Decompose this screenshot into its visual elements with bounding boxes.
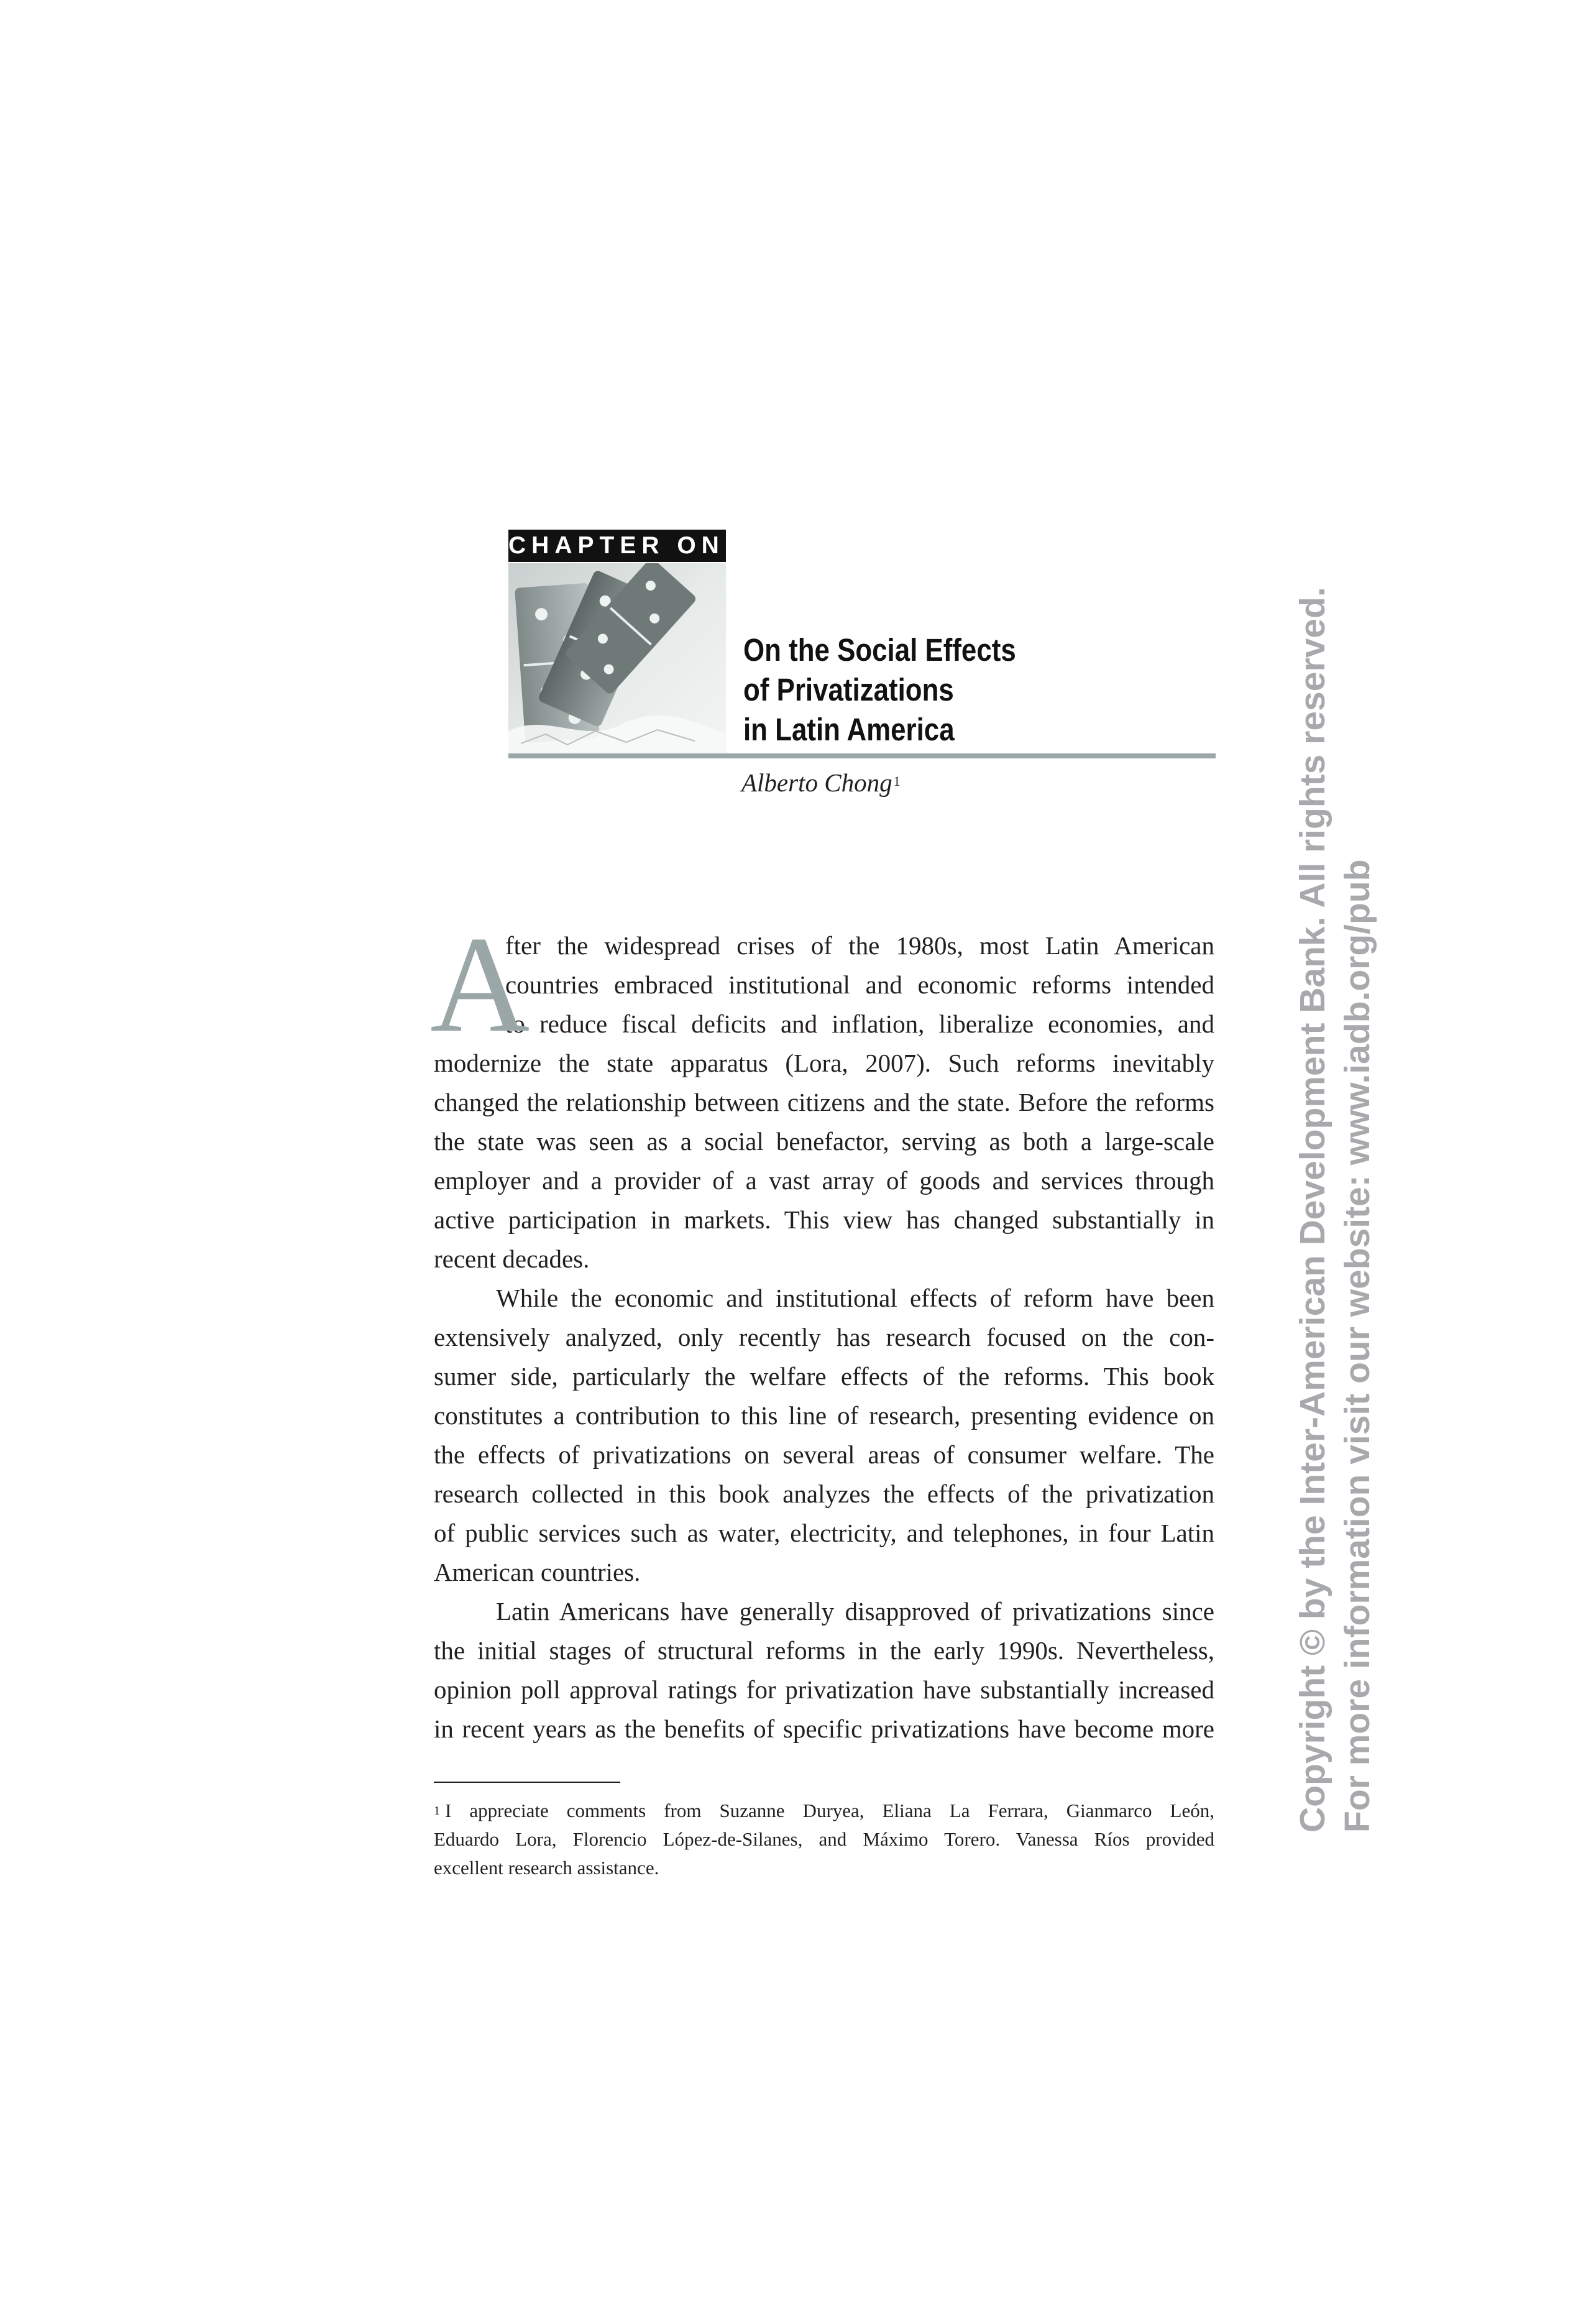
text-line: the initial stages of structural reforms in the early 1990s. Nevertheless, <box>434 1636 1214 1665</box>
text-line: constitutes a contribution to this line of research, presenting evidence on <box>434 1401 1214 1430</box>
text-line: extensively analyzed, only recently has research focused on the con- <box>434 1323 1214 1351</box>
author-name <box>741 765 901 801</box>
text-line: fter the widespread crises of the 1980s, most Latin American <box>505 931 1214 960</box>
text-line: recent decades. <box>434 1245 590 1273</box>
paragraph-2 <box>434 1279 1214 1592</box>
chapter-title <box>743 630 1016 750</box>
text-line: American countries. <box>434 1558 641 1586</box>
watermark-line-copyright: Copyright © by the Inter-American Development Bank. All rights reserved. <box>1293 587 1332 1833</box>
text-line: active participation in markets. This view has changed substantially in <box>434 1205 1214 1234</box>
chapter-label: CHAPTER ONE <box>508 530 726 562</box>
paragraph-3 <box>434 1592 1214 1749</box>
text-line: the effects of privatizations on several areas of consumer welfare. The <box>434 1440 1214 1469</box>
footnote-marker: 1 <box>434 1804 440 1818</box>
text-line: changed the relationship between citizens and the state. Before the reforms <box>434 1088 1214 1116</box>
text-line: While the economic and institutional effects of reform have been <box>496 1284 1214 1312</box>
text-line: opinion poll approval ratings for privatization have substantially increased <box>434 1675 1214 1704</box>
footnote-text: I appreciate comments from Suzanne Duryea, Eliana La Ferrara, Gianmarco León, <box>445 1800 1214 1821</box>
text-line: of public services such as water, electricity, and telephones, in four Latin <box>434 1519 1214 1547</box>
footnote <box>434 1797 1214 1882</box>
text-line: in recent years as the benefits of specific privatizations have become more <box>434 1714 1214 1743</box>
footnote-line: excellent research assistance. <box>434 1857 659 1879</box>
watermark-line-website: For more information visit our website: www.iadb.org/pub <box>1337 859 1377 1833</box>
chapter-title-line: On the Social Effects <box>743 632 1016 668</box>
footnote-rule <box>434 1782 620 1783</box>
chapter-title-line: in Latin America <box>743 712 955 747</box>
text-line: the state was seen as a social benefactor, serving as both a large-scale <box>434 1127 1214 1156</box>
text-line: Latin Americans have generally disapproved of privatizations since <box>496 1597 1214 1626</box>
author-text: Alberto Chong <box>741 768 892 797</box>
footnote-line <box>434 1797 1214 1825</box>
drop-cap: A <box>430 908 530 1061</box>
footnote-line: Eduardo Lora, Florencio López-de-Silanes, and Máximo Torero. Vanessa Ríos provided <box>434 1828 1214 1850</box>
author-footnote-marker: 1 <box>893 773 901 789</box>
chapter-title-line: of Privatizations <box>743 672 954 707</box>
body-text <box>430 908 1214 1749</box>
text-line: modernize the state apparatus (Lora, 2007). Such reforms inevitably <box>434 1049 1214 1077</box>
text-line: sumer side, particularly the welfare effects of the reforms. This book <box>434 1362 1214 1391</box>
text-line: countries embraced institutional and economic reforms intended <box>505 970 1214 999</box>
chapter-image-dominoes <box>508 563 726 756</box>
paragraph-1 <box>434 926 1214 1279</box>
text-line: employer and a provider of a vast array of goods and services through <box>434 1166 1214 1195</box>
copyright-watermark <box>1290 587 1380 1833</box>
text-line: research collected in this book analyzes the effects of the privatization <box>434 1479 1214 1508</box>
text-line: to reduce fiscal deficits and inflation, liberalize economies, and <box>505 1010 1214 1038</box>
title-rule <box>508 753 1216 758</box>
